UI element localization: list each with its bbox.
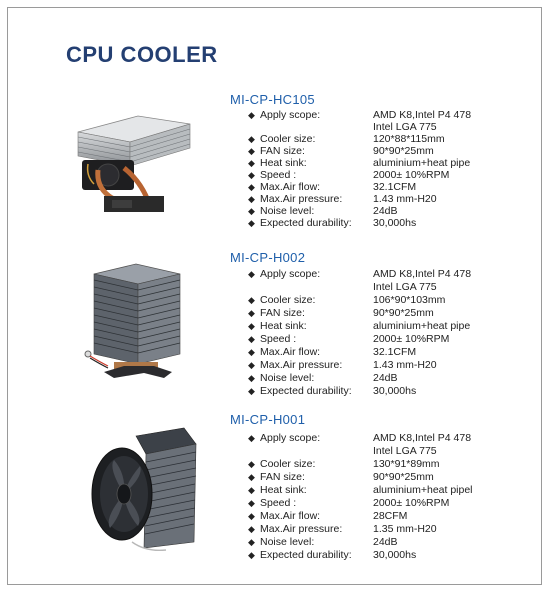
spec-row: ◆ FAN size: 90*90*25mm — [248, 307, 434, 319]
bullet-icon: ◆ — [248, 321, 255, 331]
cpu-cooler-tower-image — [74, 260, 198, 392]
spec-row: ◆ Max.Air flow: 28CFM — [248, 510, 408, 522]
bullet-icon: ◆ — [248, 550, 255, 560]
bullet-icon: ◆ — [248, 158, 255, 168]
bullet-icon: ◆ — [248, 386, 255, 396]
bullet-icon: ◆ — [248, 360, 255, 370]
bullet-icon: ◆ — [248, 295, 255, 305]
bullet-icon: ◆ — [248, 373, 255, 383]
bullet-icon: ◆ — [248, 537, 255, 547]
spec-row: ◆ Noise level: 24dB — [248, 372, 398, 384]
page-title: CPU COOLER — [66, 42, 218, 67]
bullet-icon: ◆ — [248, 194, 255, 204]
spec-row: ◆ Cooler size: 106*90*103mm — [248, 294, 446, 306]
bullet-icon: ◆ — [248, 110, 255, 120]
bullet-icon: ◆ — [248, 459, 255, 469]
spec-row: ◆ Max.Air pressure: 1.43 mm-H20 — [248, 193, 437, 205]
model-name: MI-CP-H001 — [230, 412, 306, 427]
spec-row: ◆ Speed : 2000± 10%RPM — [248, 333, 450, 345]
cpu-cooler-fan-image — [86, 424, 200, 558]
spec-row: ◆ Heat sink: aluminium+heat pipe — [248, 320, 471, 332]
bullet-icon: ◆ — [248, 146, 255, 156]
spec-value-continued: Intel LGA 775 — [373, 445, 437, 457]
bullet-icon: ◆ — [248, 182, 255, 192]
bullet-icon: ◆ — [248, 524, 255, 534]
spec-row: ◆ Apply scope: AMD K8,Intel P4 478 — [248, 432, 472, 444]
bullet-icon: ◆ — [248, 308, 255, 318]
spec-row: ◆ Speed : 2000± 10%RPM — [248, 497, 450, 509]
spec-row: ◆ FAN size: 90*90*25mm — [248, 145, 434, 157]
spec-row: ◆ Apply scope: AMD K8,Intel P4 478 — [248, 268, 472, 280]
spec-row: ◆ Heat sink: aluminium+heat pipe — [248, 157, 471, 169]
spec-value-continued: Intel LGA 775 — [373, 281, 437, 293]
spec-row: ◆ Max.Air flow: 32.1CFM — [248, 181, 417, 193]
spec-row: ◆ Noise level: 24dB — [248, 205, 398, 217]
bullet-icon: ◆ — [248, 472, 255, 482]
bullet-icon: ◆ — [248, 347, 255, 357]
spec-value-continued: Intel LGA 775 — [373, 121, 437, 133]
bullet-icon: ◆ — [248, 498, 255, 508]
spec-row: ◆ Expected durability: 30,000hs — [248, 549, 417, 561]
bullet-icon: ◆ — [248, 206, 255, 216]
spec-row: ◆ Max.Air pressure: 1.43 mm-H20 — [248, 359, 437, 371]
spec-row: ◆ Noise level: 24dB — [248, 536, 398, 548]
model-name: MI-CP-HC105 — [230, 92, 315, 107]
spec-row: ◆ Expected durability: 30,000hs — [248, 385, 417, 397]
model-name: MI-CP-H002 — [230, 250, 306, 265]
spec-row: ◆ Expected durability: 30,000hs — [248, 217, 417, 229]
spec-row: ◆ Heat sink: aluminium+heat pipel — [248, 484, 473, 496]
bullet-icon: ◆ — [248, 269, 255, 279]
bullet-icon: ◆ — [248, 170, 255, 180]
spec-row: ◆ FAN size: 90*90*25mm — [248, 471, 434, 483]
spec-row: ◆ Apply scope: AMD K8,Intel P4 478 — [248, 109, 472, 121]
bullet-icon: ◆ — [248, 334, 255, 344]
spec-row: ◆ Max.Air pressure: 1.35 mm-H20 — [248, 523, 437, 535]
spec-row: ◆ Speed : 2000± 10%RPM — [248, 169, 450, 181]
spec-row: ◆ Cooler size: 120*88*115mm — [248, 133, 445, 145]
spec-row: ◆ Max.Air flow: 32.1CFM — [248, 346, 417, 358]
bullet-icon: ◆ — [248, 485, 255, 495]
spec-row: ◆ Cooler size: 130*91*89mm — [248, 458, 440, 470]
cpu-cooler-heatpipe-image — [68, 110, 196, 220]
bullet-icon: ◆ — [248, 218, 255, 228]
bullet-icon: ◆ — [248, 433, 255, 443]
bullet-icon: ◆ — [248, 134, 255, 144]
bullet-icon: ◆ — [248, 511, 255, 521]
